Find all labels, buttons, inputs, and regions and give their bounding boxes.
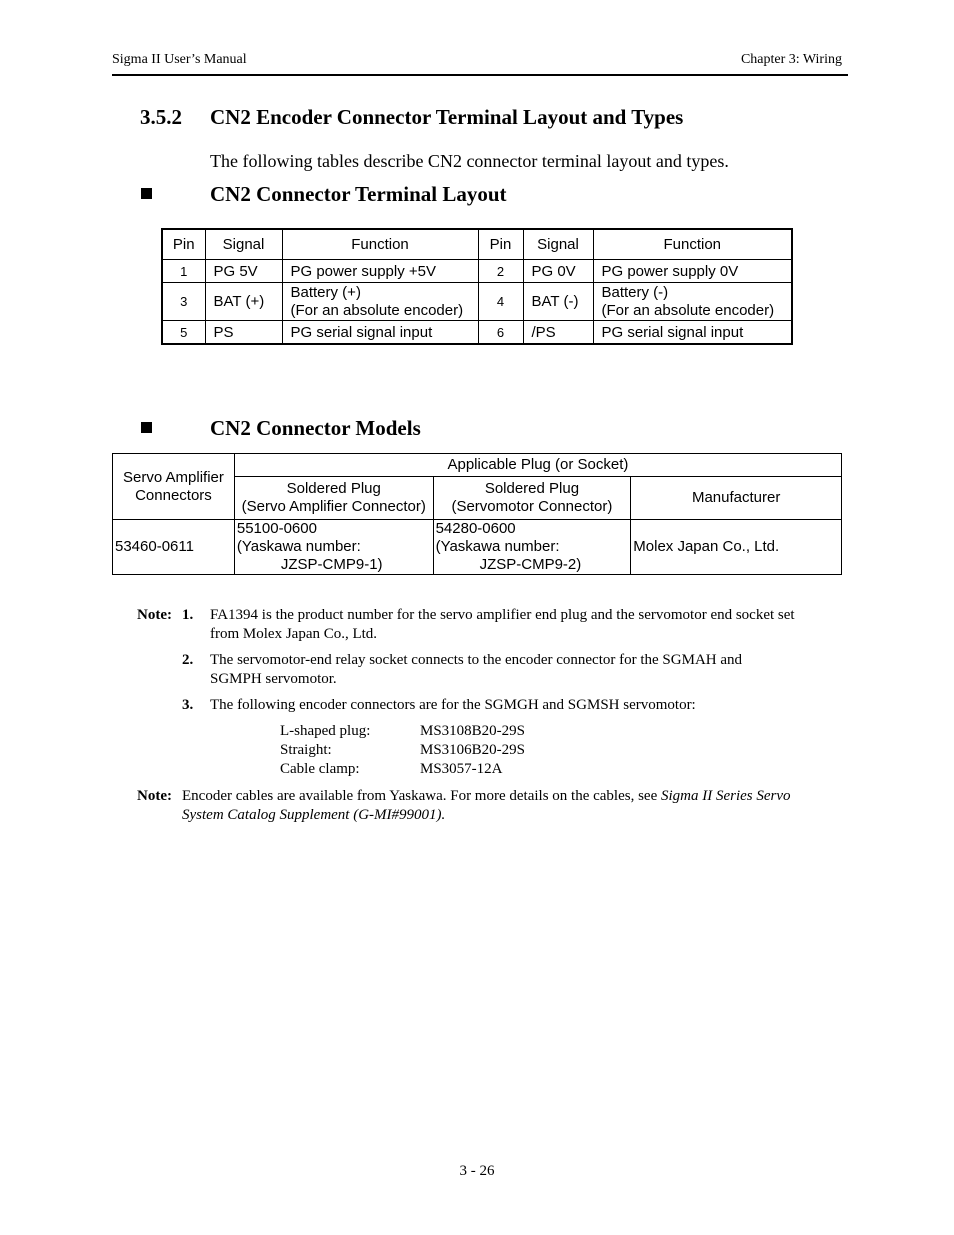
note-item <box>210 651 830 689</box>
section-title-text: CN2 Encoder Connector Terminal Layout and Types <box>210 105 684 129</box>
terminal-layout-table <box>161 228 793 345</box>
final-note-line <box>182 806 832 825</box>
running-header-chapter: Chapter 3: Wiring <box>740 52 842 67</box>
note-line: SGMPH servomotor. <box>210 671 337 687</box>
pin-cell: 4 <box>478 283 523 321</box>
connector-models-table <box>112 453 842 575</box>
section-number: 3.5.2 <box>140 105 182 129</box>
header-line: (Servomotor Connector) <box>451 498 613 515</box>
table-row <box>162 283 792 321</box>
servo-amplifier-header <box>113 454 235 520</box>
manufacturer-header: Manufacturer <box>631 477 842 520</box>
column-header: Pin <box>478 229 523 260</box>
column-header: Function <box>282 229 478 260</box>
table-header-row <box>162 229 792 260</box>
catalog-reference: System Catalog Supplement (G-MI#99001). <box>182 807 446 823</box>
header-rule <box>112 74 848 76</box>
final-note-line <box>182 787 832 806</box>
header-line: Connectors <box>135 486 212 504</box>
pin-cell: 6 <box>478 321 523 345</box>
final-note-label: Note: <box>137 788 172 804</box>
note-line: FA1394 is the product number for the servo amplifier end plug and the servomotor end socket set <box>210 607 795 623</box>
cell-line: 55100-0600 <box>236 520 317 537</box>
servomotor-plug-cell <box>433 520 631 575</box>
pin-cell: 3 <box>162 283 205 321</box>
table-row <box>162 321 792 345</box>
signal-cell: BAT (+) <box>205 283 282 321</box>
signal-cell: /PS <box>523 321 593 345</box>
column-header: Function <box>593 229 792 260</box>
final-note-text: Encoder cables are available from Yaskawa. For more details on the cables, see <box>182 788 661 804</box>
connector-value: MS3108B20-29S <box>420 723 526 739</box>
note-label: Note: <box>137 607 172 623</box>
servo-amp-plug-cell <box>234 520 433 575</box>
column-header: Signal <box>523 229 593 260</box>
square-bullet-icon <box>141 188 152 199</box>
header-line: Soldered Plug <box>286 480 381 497</box>
applicable-plug-header: Applicable Plug (or Socket) <box>234 454 841 477</box>
pin-cell: 2 <box>478 260 523 283</box>
servomotor-plug-header <box>433 477 631 520</box>
section-title <box>140 105 683 130</box>
note-number: 3. <box>182 697 194 713</box>
column-header: Pin <box>162 229 205 260</box>
function-line: (For an absolute encoder) <box>601 301 775 319</box>
pin-cell: 1 <box>162 260 205 283</box>
catalog-reference: Sigma II Series Servo <box>661 788 791 804</box>
connector-label: L-shaped plug: <box>280 723 371 739</box>
connector-label: Straight: <box>280 742 332 758</box>
table-row <box>162 260 792 283</box>
cell-line: JZSP-CMP9-1) <box>280 556 383 573</box>
function-cell: PG power supply +5V <box>282 260 478 283</box>
subheading-text: CN2 Connector Models <box>210 416 421 440</box>
function-cell <box>593 283 792 321</box>
function-cell: PG power supply 0V <box>593 260 792 283</box>
function-line: (For an absolute encoder) <box>290 301 464 319</box>
cell-line: 54280-0600 <box>435 520 516 537</box>
function-line: Battery (-) <box>601 283 669 301</box>
header-line: Soldered Plug <box>484 480 580 497</box>
function-cell: PG serial signal input <box>282 321 478 345</box>
signal-cell: PG 5V <box>205 260 282 283</box>
subheading-terminal-layout <box>141 182 641 208</box>
table-header-row <box>113 454 842 477</box>
note-number: 1. <box>182 607 194 623</box>
note-line: from Molex Japan Co., Ltd. <box>210 626 378 642</box>
note-line: The servomotor-end relay socket connects to the encoder connector for the SGMAH and <box>210 652 743 668</box>
signal-cell: BAT (-) <box>523 283 593 321</box>
note-item <box>210 606 830 644</box>
cell-line: (Yaskawa number: <box>435 538 560 555</box>
function-cell <box>282 283 478 321</box>
subheading-connector-models <box>141 416 641 442</box>
table-row <box>113 520 842 575</box>
square-bullet-icon <box>141 422 152 433</box>
final-note <box>182 787 832 825</box>
cell-line: (Yaskawa number: <box>236 538 361 555</box>
cell-line: JZSP-CMP9-2) <box>479 556 582 573</box>
function-cell: PG serial signal input <box>593 321 792 345</box>
servo-amplifier-cell: 53460-0611 <box>113 520 235 575</box>
subheading-text: CN2 Connector Terminal Layout <box>210 182 507 206</box>
note-number: 2. <box>182 652 194 668</box>
servo-amp-plug-header <box>234 477 433 520</box>
function-line: Battery (+) <box>290 283 361 301</box>
signal-cell: PS <box>205 321 282 345</box>
column-header: Signal <box>205 229 282 260</box>
pin-cell: 5 <box>162 321 205 345</box>
connector-value: MS3057-12A <box>420 761 503 777</box>
running-header-title: Sigma II User’s Manual <box>112 52 247 67</box>
note-item: The following encoder connectors are for the SGMGH and SGMSH servomotor: <box>210 697 696 713</box>
signal-cell: PG 0V <box>523 260 593 283</box>
connector-value: MS3106B20-29S <box>420 742 526 758</box>
header-line: (Servo Amplifier Connector) <box>241 498 426 515</box>
page-number: 3 - 26 <box>459 1163 495 1179</box>
section-intro: The following tables describe CN2 connector terminal layout and types. <box>210 151 729 171</box>
connector-label: Cable clamp: <box>280 761 360 777</box>
manufacturer-cell: Molex Japan Co., Ltd. <box>631 520 842 575</box>
header-line: Servo Amplifier <box>123 468 224 486</box>
